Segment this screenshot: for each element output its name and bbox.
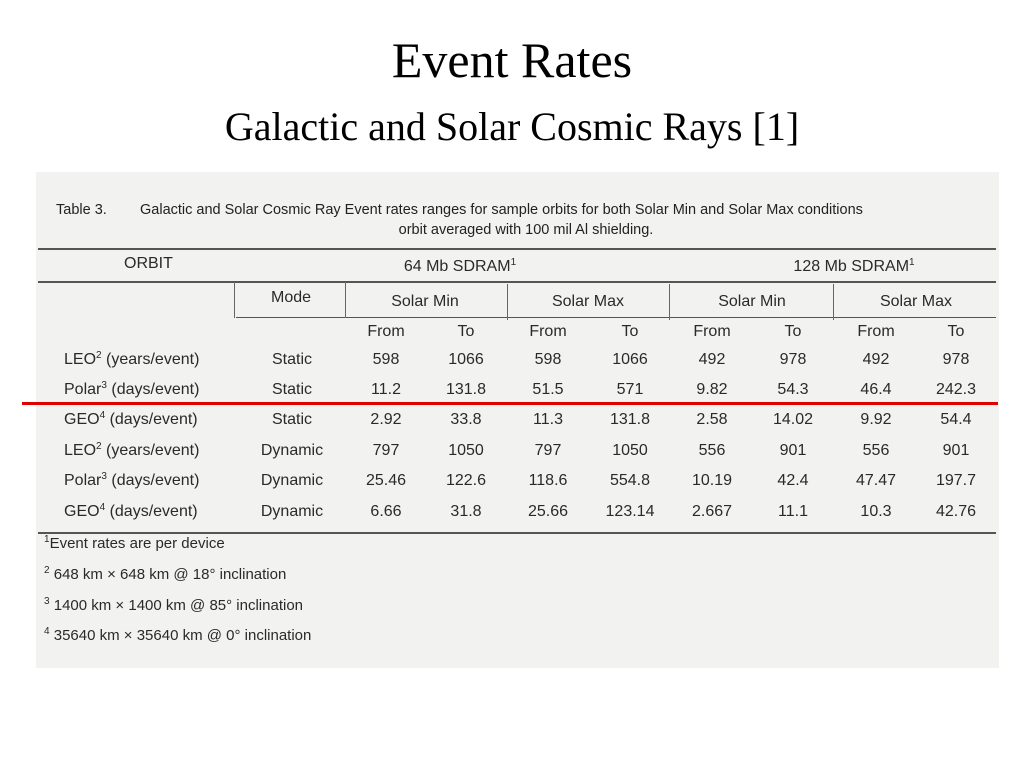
table-caption bbox=[56, 200, 996, 240]
orbit-unit: (years/event) bbox=[101, 351, 200, 368]
highlight-line bbox=[22, 402, 998, 405]
footnote-marker: 2 bbox=[44, 565, 50, 576]
table-caption-label: Table 3. bbox=[56, 202, 107, 218]
rate-cell: 797 bbox=[372, 442, 400, 459]
rate-cell: 2.92 bbox=[370, 411, 402, 428]
range-header: To bbox=[457, 323, 475, 340]
rate-cell: 54.4 bbox=[940, 411, 972, 428]
orbit-label bbox=[64, 502, 198, 522]
footnote-ref: 3 bbox=[101, 380, 107, 391]
rate-cell: 1066 bbox=[448, 351, 484, 368]
footnote bbox=[44, 565, 286, 585]
range-header: From bbox=[529, 323, 567, 340]
rate-cell: 131.8 bbox=[445, 381, 487, 398]
orbit-label bbox=[64, 350, 199, 370]
rate-cell: 31.8 bbox=[450, 503, 482, 520]
rate-cell: 556 bbox=[698, 442, 726, 459]
footnote-text: 1400 km × 1400 km @ 85° inclination bbox=[49, 597, 304, 614]
footnote bbox=[44, 534, 225, 554]
rate-cell: 2.667 bbox=[691, 503, 733, 520]
sdram-group-label: 64 Mb SDRAM bbox=[403, 258, 511, 275]
rate-cell: 42.76 bbox=[935, 503, 977, 520]
orbit-name: GEO bbox=[64, 411, 100, 428]
orbit-name: LEO bbox=[64, 351, 97, 368]
rate-cell: 978 bbox=[942, 351, 970, 368]
mode-cell: Dynamic bbox=[260, 472, 324, 489]
rate-cell: 2.58 bbox=[696, 411, 728, 428]
orbit-unit: (days/event) bbox=[106, 472, 200, 489]
range-header: To bbox=[947, 323, 965, 340]
orbit-label bbox=[64, 380, 199, 400]
range-header: To bbox=[621, 323, 639, 340]
rate-cell: 554.8 bbox=[609, 472, 651, 489]
rate-cell: 47.47 bbox=[855, 472, 897, 489]
rate-cell: 14.02 bbox=[772, 411, 814, 428]
rate-cell: 11.1 bbox=[778, 503, 808, 520]
rate-cell: 1050 bbox=[612, 442, 648, 459]
footnote bbox=[44, 596, 303, 616]
rate-cell: 492 bbox=[698, 351, 726, 368]
footnote-text: Event rates are per device bbox=[49, 535, 225, 552]
rate-cell: 25.46 bbox=[365, 472, 407, 489]
slide-subtitle: Galactic and Solar Cosmic Rays [1] bbox=[224, 104, 800, 149]
table-rule bbox=[38, 281, 996, 283]
rate-cell: 10.19 bbox=[691, 472, 733, 489]
rate-cell: 46.4 bbox=[860, 381, 892, 398]
orbit-label bbox=[64, 410, 198, 430]
rate-cell: 197.7 bbox=[935, 472, 977, 489]
orbit-header: ORBIT bbox=[124, 255, 173, 272]
mode-cell: Static bbox=[271, 351, 312, 368]
rate-cell: 9.82 bbox=[696, 381, 728, 398]
range-header: From bbox=[857, 323, 895, 340]
mode-header: Mode bbox=[270, 289, 312, 306]
table-caption-line1: Galactic and Solar Cosmic Ray Event rates ranges for sample orbits for both Solar Min and Solar Max conditions bbox=[140, 202, 863, 218]
sdram-group-header bbox=[370, 257, 550, 277]
rate-cell: 131.8 bbox=[609, 411, 651, 428]
orbit-name: LEO bbox=[64, 442, 97, 459]
footnote-marker: 3 bbox=[44, 596, 50, 607]
rate-cell: 123.14 bbox=[605, 503, 655, 520]
orbit-name: Polar bbox=[64, 472, 102, 489]
rate-cell: 122.6 bbox=[445, 472, 487, 489]
footnote-ref: 1 bbox=[510, 257, 517, 268]
solar-condition-header: Solar Max bbox=[551, 293, 625, 310]
footnote-ref: 3 bbox=[101, 471, 107, 482]
mode-cell: Dynamic bbox=[260, 442, 324, 459]
rate-cell: 1050 bbox=[448, 442, 484, 459]
range-header: From bbox=[367, 323, 405, 340]
rate-cell: 598 bbox=[372, 351, 400, 368]
rate-cell: 492 bbox=[862, 351, 890, 368]
rate-cell: 242.3 bbox=[935, 381, 977, 398]
footnote-text: 648 km × 648 km @ 18° inclination bbox=[49, 566, 287, 583]
scanned-table-image bbox=[36, 172, 999, 668]
table-column-divider bbox=[507, 284, 508, 320]
table-column-divider bbox=[833, 284, 834, 320]
orbit-label bbox=[64, 441, 199, 461]
orbit-name: GEO bbox=[64, 503, 100, 520]
solar-condition-header: Solar Max bbox=[879, 293, 953, 310]
solar-condition-header: Solar Min bbox=[391, 293, 459, 310]
mode-cell: Dynamic bbox=[260, 503, 324, 520]
rate-cell: 10.3 bbox=[860, 503, 892, 520]
sdram-group-header bbox=[764, 257, 944, 277]
table-caption-line2: orbit averaged with 100 mil Al shielding. bbox=[398, 222, 654, 238]
orbit-name: Polar bbox=[64, 381, 102, 398]
table-rule bbox=[236, 317, 996, 318]
solar-condition-header: Solar Min bbox=[718, 293, 786, 310]
rate-cell: 33.8 bbox=[450, 411, 482, 428]
footnote-ref: 4 bbox=[99, 502, 106, 513]
footnote-marker: 4 bbox=[44, 626, 50, 637]
footnote-ref: 2 bbox=[96, 350, 102, 361]
rate-cell: 6.66 bbox=[370, 503, 402, 520]
footnote-ref: 4 bbox=[99, 410, 106, 421]
range-header: From bbox=[693, 323, 731, 340]
rate-cell: 11.2 bbox=[371, 381, 401, 398]
rate-cell: 797 bbox=[534, 442, 562, 459]
mode-cell: Static bbox=[271, 381, 312, 398]
footnote-text: 35640 km × 35640 km @ 0° inclination bbox=[49, 627, 312, 644]
rate-cell: 11.3 bbox=[533, 411, 563, 428]
rate-cell: 25.66 bbox=[527, 503, 569, 520]
footnote-ref: 2 bbox=[96, 441, 102, 452]
orbit-unit: (days/event) bbox=[106, 381, 200, 398]
orbit-unit: (days/event) bbox=[105, 411, 198, 428]
footnote bbox=[44, 626, 311, 646]
footnote-marker: 1 bbox=[44, 534, 50, 545]
rate-cell: 556 bbox=[862, 442, 890, 459]
orbit-unit: (years/event) bbox=[101, 442, 200, 459]
table-column-divider bbox=[345, 282, 346, 318]
table-column-divider bbox=[669, 284, 670, 320]
orbit-label bbox=[64, 471, 199, 491]
table-column-divider bbox=[234, 282, 235, 318]
rate-cell: 51.5 bbox=[532, 381, 564, 398]
rate-cell: 54.3 bbox=[777, 381, 809, 398]
table-rule bbox=[38, 248, 996, 250]
range-header: To bbox=[784, 323, 802, 340]
sdram-group-label: 128 Mb SDRAM bbox=[793, 258, 910, 275]
rate-cell: 978 bbox=[779, 351, 807, 368]
slide-title: Event Rates bbox=[391, 32, 633, 88]
mode-cell: Static bbox=[271, 411, 312, 428]
footnote-ref: 1 bbox=[909, 257, 915, 268]
rate-cell: 118.6 bbox=[528, 472, 568, 489]
rate-cell: 1066 bbox=[612, 351, 648, 368]
rate-cell: 42.4 bbox=[777, 472, 809, 489]
rate-cell: 901 bbox=[779, 442, 807, 459]
rate-cell: 598 bbox=[534, 351, 562, 368]
rate-cell: 901 bbox=[942, 442, 970, 459]
orbit-unit: (days/event) bbox=[105, 503, 198, 520]
rate-cell: 571 bbox=[616, 381, 644, 398]
rate-cell: 9.92 bbox=[860, 411, 892, 428]
